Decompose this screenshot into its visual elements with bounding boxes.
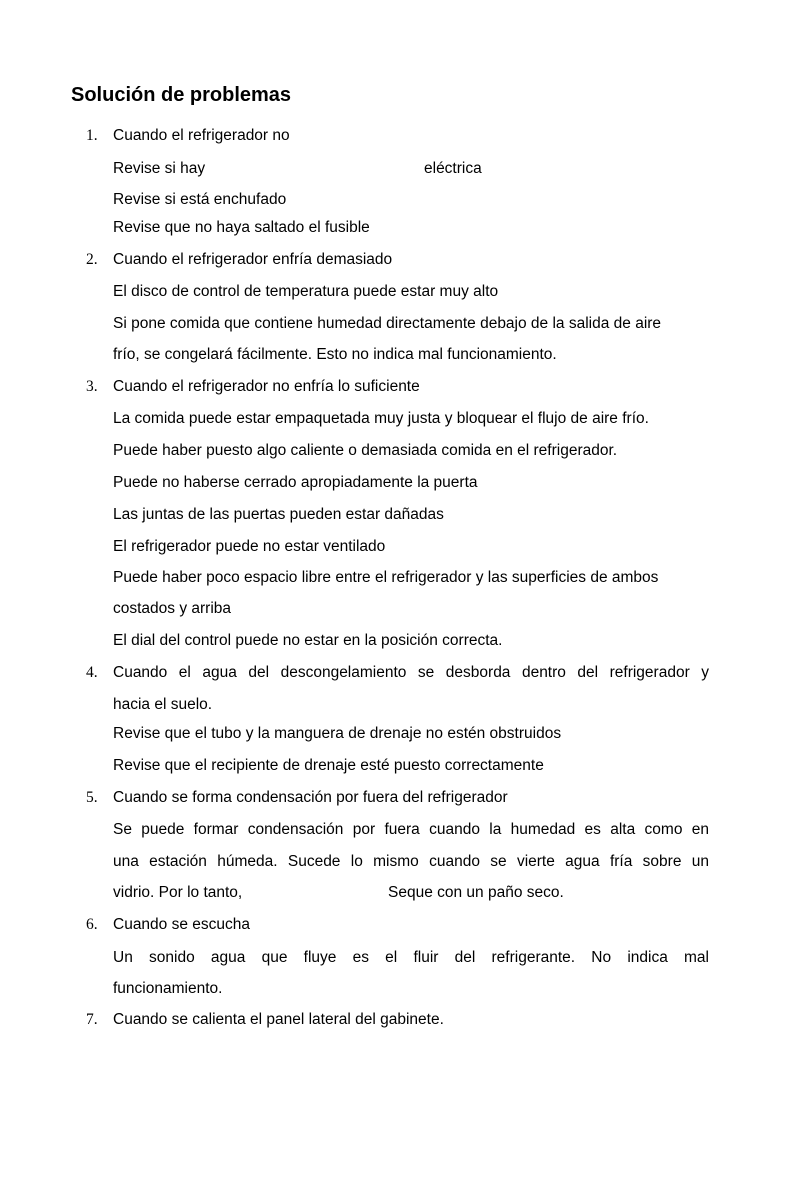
item-line-continuation: eléctrica — [424, 160, 482, 177]
item-line: funcionamiento. — [113, 980, 223, 997]
item-line: El refrigerador puede no estar ventilado — [113, 538, 386, 555]
item-line: Se puede formar condensación por fuera cuando la humedad es alta como en — [113, 821, 709, 838]
item-number: 5. — [86, 789, 98, 806]
item-line: Revise si está enchufado — [113, 191, 287, 208]
item-number: 3. — [86, 378, 98, 395]
item-heading: Cuando se calienta el panel lateral del gabinete. — [113, 1011, 444, 1028]
item-line: Revise que el tubo y la manguera de drenaje no estén obstruidos — [113, 725, 562, 742]
item-line: frío, se congelará fácilmente. Esto no indica mal funcionamiento. — [113, 346, 557, 363]
item-number: 1. — [86, 127, 98, 144]
item-line: Puede haber puesto algo caliente o demasiada comida en el refrigerador. — [113, 442, 618, 459]
item-line: Puede no haberse cerrado apropiadamente la puerta — [113, 474, 478, 491]
item-heading: Cuando el agua del descongelamiento se desborda dentro del refrigerador y — [113, 664, 709, 681]
item-line: El disco de control de temperatura puede estar muy alto — [113, 283, 499, 300]
item-line: una estación húmeda. Sucede lo mismo cuando se vierte agua fría sobre un — [113, 853, 709, 870]
item-line-continuation: Seque con un paño seco. — [388, 884, 564, 901]
item-line: Revise que no haya saltado el fusible — [113, 219, 370, 236]
item-line: hacia el suelo. — [113, 696, 213, 713]
item-heading: Cuando se forma condensación por fuera del refrigerador — [113, 789, 508, 806]
item-line: Si pone comida que contiene humedad directamente debajo de la salida de aire — [113, 315, 662, 332]
item-line: El dial del control puede no estar en la posición correcta. — [113, 632, 503, 649]
item-line: Revise si hay — [113, 160, 206, 177]
item-line: costados y arriba — [113, 600, 232, 617]
page-title: Solución de problemas — [71, 84, 292, 106]
item-number: 6. — [86, 916, 98, 933]
item-line: La comida puede estar empaquetada muy justa y bloquear el flujo de aire frío. — [113, 410, 649, 427]
item-line: Revise que el recipiente de drenaje esté puesto correctamente — [113, 757, 544, 774]
item-heading: Cuando el refrigerador enfría demasiado — [113, 251, 393, 268]
item-line: Un sonido agua que fluye es el fluir del refrigerante. No indica mal — [113, 949, 709, 966]
item-number: 4. — [86, 664, 98, 681]
item-line: vidrio. Por lo tanto, — [113, 884, 243, 901]
item-line: Puede haber poco espacio libre entre el refrigerador y las superficies de ambos — [113, 569, 659, 586]
item-number: 2. — [86, 251, 98, 268]
item-heading: Cuando el refrigerador no — [113, 127, 290, 144]
item-number: 7. — [86, 1011, 98, 1028]
item-line: Las juntas de las puertas pueden estar dañadas — [113, 506, 444, 523]
item-heading: Cuando el refrigerador no enfría lo suficiente — [113, 378, 420, 395]
item-heading: Cuando se escucha — [113, 916, 251, 933]
